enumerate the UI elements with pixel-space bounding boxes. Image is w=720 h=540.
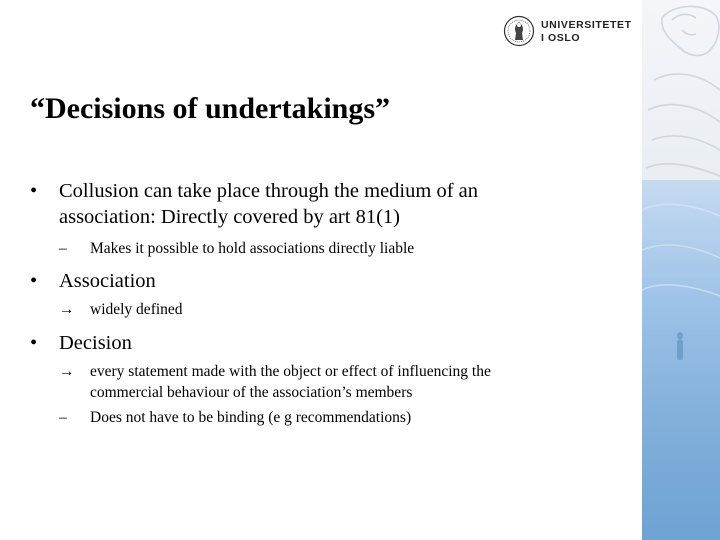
bullet-item bbox=[30, 330, 630, 356]
bullet-line: Decision bbox=[59, 332, 132, 354]
bullet-item bbox=[30, 178, 630, 230]
decorative-side-band bbox=[642, 0, 720, 540]
sub-bullet-marker: – bbox=[59, 240, 67, 257]
logo-line-2: I OSLO bbox=[541, 32, 581, 44]
sub-bullet-item bbox=[30, 361, 630, 403]
sub-bullet-line: every statement made with the object or effect of influencing the bbox=[90, 363, 491, 380]
bullet-marker: • bbox=[30, 270, 38, 292]
bullet-line: Association bbox=[59, 270, 156, 292]
sub-bullet-line: commercial behaviour of the association’s members bbox=[90, 384, 413, 401]
bullet-list bbox=[30, 178, 630, 428]
logo-line-1: UNIVERSITETET bbox=[541, 19, 632, 31]
bullet-marker: • bbox=[30, 180, 38, 202]
bullet-item bbox=[30, 268, 630, 294]
sub-bullet-line: widely defined bbox=[90, 301, 183, 318]
bullet-line: Collusion can take place through the medium of an bbox=[59, 180, 478, 202]
university-seal-icon bbox=[503, 15, 535, 47]
university-logo bbox=[503, 15, 643, 49]
sub-bullet-item bbox=[30, 299, 630, 320]
arrow-icon: → bbox=[59, 301, 75, 318]
sub-bullet-item bbox=[30, 407, 630, 428]
bullet-line: association: Directly covered by art 81(1) bbox=[59, 206, 400, 228]
sub-bullet-line: Makes it possible to hold associations directly liable bbox=[90, 240, 415, 257]
statue-illustration-icon bbox=[642, 0, 720, 540]
sub-bullet-marker: – bbox=[59, 409, 67, 426]
slide-title: “Decisions of undertakings” bbox=[30, 92, 391, 125]
arrow-icon: → bbox=[59, 363, 75, 380]
bullet-marker: • bbox=[30, 332, 38, 354]
sub-bullet-item bbox=[30, 238, 630, 259]
sub-bullet-line: Does not have to be binding (e g recommendations) bbox=[90, 409, 412, 426]
